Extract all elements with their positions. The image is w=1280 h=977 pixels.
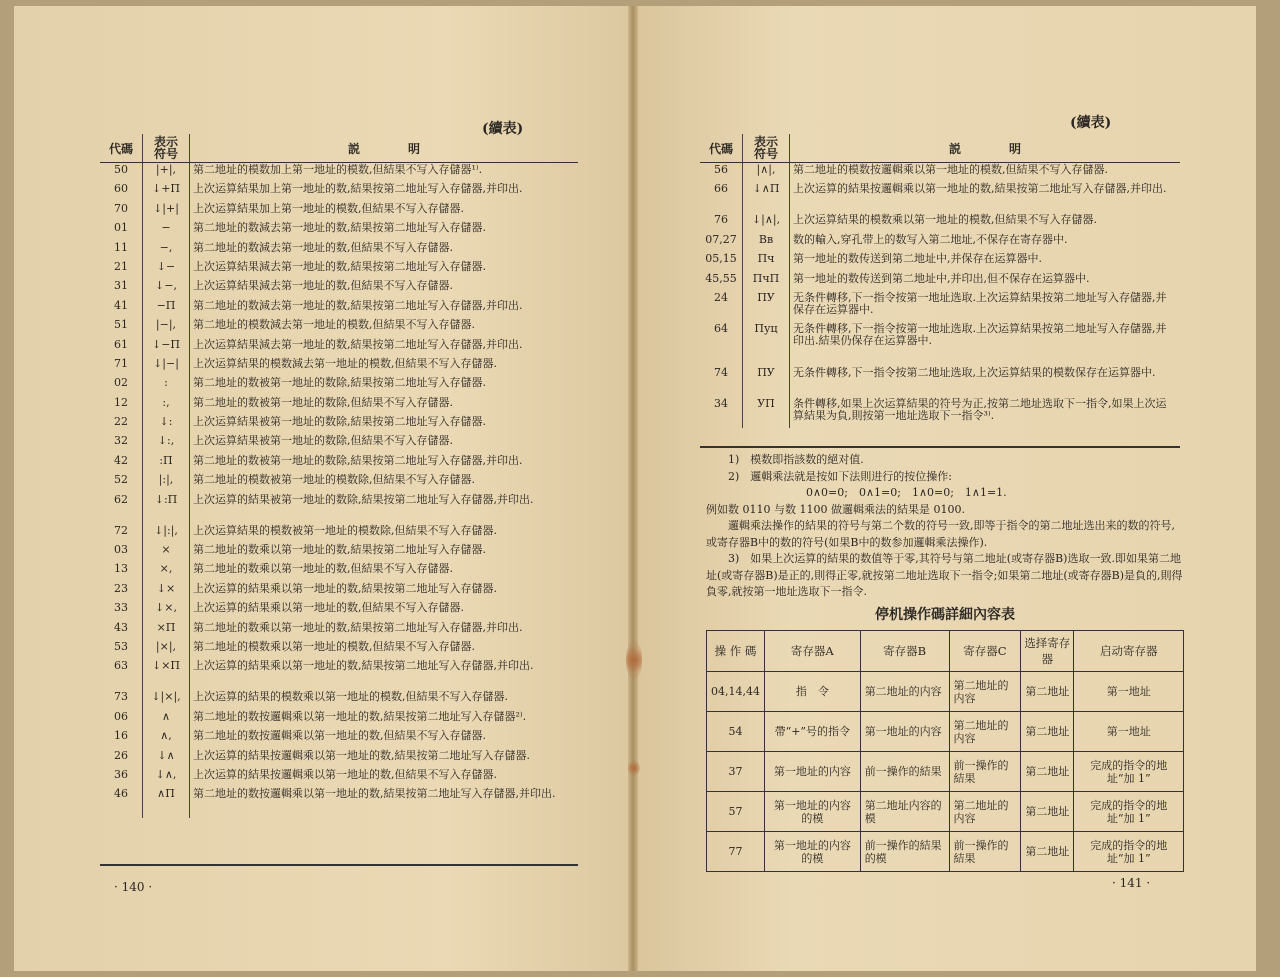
table-header-row [100, 134, 578, 163]
row-description: 第二地址的模数按邏輯乘以第一地址的模数,但結果不写入存儲器. [793, 163, 1108, 176]
halt-opcode-table [706, 630, 1184, 872]
op-header: 启动寄存器 [1074, 631, 1184, 672]
row-symbol: ↓∧П [743, 182, 790, 213]
table-row [700, 213, 1180, 232]
row-symbol: Пч [743, 252, 790, 271]
footnotes [706, 452, 1184, 601]
op-cell: 前一操作的結果 [860, 752, 949, 792]
op-cell: 第二地址的内容 [949, 792, 1021, 832]
op-header: 选择寄存器 [1021, 631, 1074, 672]
row-description: 无条件轉移,下一指令按第一地址选取.上次运算結果按第二地址写入存儲器,并印出.結果仍保存在运算器中. [793, 321, 1167, 347]
row-code: 64 [714, 321, 728, 335]
table-row [100, 710, 578, 729]
table-row [100, 640, 578, 659]
row-code: 41 [114, 298, 128, 312]
row-description: 第一地址的数传送到第二地址中,并印出,但不保存在运算器中. [793, 271, 1090, 285]
row-description: 上次运算的結果被第一地址的数除,結果按第二地址写入存儲器,并印出. [193, 492, 534, 506]
row-symbol: :П [143, 454, 190, 473]
op-header: 操 作 碼 [707, 631, 765, 672]
table-row [100, 524, 578, 543]
row-symbol: ↓×, [143, 601, 190, 620]
book-gutter [628, 6, 638, 971]
table-row [100, 621, 578, 640]
row-description: 第二地址的数減去第一地址的数,結果按第二地址写入存儲器,并印出. [193, 298, 523, 312]
row-description: 数的輸入,穿孔带上的数写入第二地址,不保存在寄存器中. [793, 232, 1068, 246]
row-symbol: − [143, 221, 190, 240]
row-code: 07,27 [705, 232, 737, 246]
table-row [100, 163, 578, 183]
row-symbol: : [143, 376, 190, 395]
row-code: 46 [114, 787, 128, 801]
row-description: 上次运算結果減去第一地址的数,但結果不写入存儲器. [193, 279, 453, 293]
row-code: 72 [114, 523, 128, 537]
row-code: 02 [114, 376, 128, 390]
row-symbol: Пуц [743, 322, 790, 366]
row-symbol: ↓|+| [143, 202, 190, 221]
row-symbol: ↓|−| [143, 357, 190, 376]
row-symbol: ↓−, [143, 279, 190, 298]
row-symbol: УП [743, 397, 790, 428]
row-description: 第二地址的数乘以第一地址的数,結果按第二地址写入存儲器,并印出. [193, 620, 523, 634]
table-row [707, 672, 1184, 712]
right-continued-label: (續表) [1070, 115, 1112, 131]
row-symbol: −П [143, 299, 190, 318]
row-code: 56 [714, 163, 728, 176]
row-description: 上次运算結果被第一地址的数除,結果按第二地址写入存儲器. [193, 415, 486, 429]
table-row [700, 291, 1180, 322]
row-code: 63 [114, 659, 128, 673]
table-row [100, 787, 578, 818]
row-symbol: |∧|, [743, 163, 790, 183]
header-description: 説 明 [790, 134, 1181, 163]
row-code: 62 [114, 492, 128, 506]
table-row [100, 434, 578, 453]
right-page-number: · 141 · [1112, 876, 1151, 890]
op-header: 寄存器A [764, 631, 860, 672]
row-code: 76 [714, 213, 728, 227]
row-description: 上次运算結果減去第一地址的数,結果按第二地址写入存儲器,并印出. [193, 337, 523, 351]
row-code: 71 [114, 356, 128, 370]
op-cell: 54 [707, 712, 765, 752]
footnote-2-detail: 邏輯乘法操作的結果的符号与第二个数的符号一致,即等于指令的第二地址选出来的数的符号,或寄存器B中的数的符号(如果B中的数参加邏輯乘法操作). [706, 519, 1175, 549]
row-symbol: ↓:, [143, 434, 190, 453]
row-code: 52 [114, 473, 128, 487]
table-row [700, 366, 1180, 397]
row-symbol: ↓: [143, 415, 190, 434]
row-code: 42 [114, 453, 128, 467]
row-code: 31 [114, 279, 128, 293]
footnote-1: 1) 模数即指該数的絕对值. [728, 453, 864, 466]
table-row [100, 396, 578, 415]
op-cell: 第二地址 [1021, 792, 1074, 832]
row-description: 上次运算的結果按邏輯乘以第一地址的数,結果按第二地址写入存儲器,并印出. [793, 182, 1167, 196]
table-row [100, 182, 578, 201]
row-code: 11 [114, 240, 128, 254]
op-header: 寄存器B [860, 631, 949, 672]
row-description: 上次运算結果的模数被第一地址的模数除,但結果不写入存儲器. [193, 523, 497, 537]
row-code: 53 [114, 639, 128, 653]
row-description: 上次运算結果加上第一地址的数,結果按第二地址写入存儲器,并印出. [193, 182, 523, 196]
table-row [100, 473, 578, 492]
row-code: 22 [114, 415, 128, 429]
footnote-3: 3) 如果上次运算的結果的数值等于零,其符号与第二地址(或寄存器B)选取一致.即如果第二地址(或寄存器B)是正的,則得正零,就按第二地址选取下一指令;如果第二地址(或寄存器B)是負的,則得負零,就按第一地址选取下一指令. [706, 552, 1183, 598]
table-row [100, 299, 578, 318]
row-code: 74 [714, 365, 728, 379]
row-symbol: Вв [743, 233, 790, 252]
row-description: 第二地址的模数減去第一地址的模数,但結果不写入存儲器. [193, 318, 475, 332]
table-row [100, 221, 578, 240]
table-row [100, 376, 578, 395]
halt-table-title: 停机操作碼詳細內容表 [875, 607, 1015, 623]
header-code: 代碼 [700, 134, 743, 163]
table-header-row [700, 134, 1180, 163]
row-symbol: ↓|∧|, [743, 213, 790, 232]
op-cell: 完成的指令的地址“加 1” [1074, 832, 1184, 872]
row-symbol: ПУ [743, 366, 790, 397]
op-cell: 57 [707, 792, 765, 832]
row-description: 第二地址的数被第一地址的数除,但結果不写入存儲器. [193, 395, 453, 409]
right-instruction-table [700, 134, 1180, 428]
table-row [700, 163, 1180, 183]
row-code: 26 [114, 748, 128, 762]
table-row [100, 241, 578, 260]
op-cell: 前一操作的結果 [949, 752, 1021, 792]
row-symbol: ∧П [143, 787, 190, 818]
row-code: 51 [114, 318, 128, 332]
left-instruction-table [100, 134, 578, 818]
op-cell: 第一地址 [1074, 672, 1184, 712]
row-code: 60 [114, 182, 128, 196]
table-row [700, 233, 1180, 252]
row-description: 上次运算的結果的模数乘以第一地址的模数,但結果不写入存儲器. [193, 690, 508, 704]
table-row [100, 582, 578, 601]
row-code: 43 [114, 620, 128, 634]
row-description: 第二地址的数被第一地址的数除,結果按第二地址写入存儲器. [193, 376, 486, 390]
table-row [707, 832, 1184, 872]
op-cell: 第二地址 [1021, 752, 1074, 792]
table-row [100, 202, 578, 221]
table-row [100, 415, 578, 434]
row-code: 34 [714, 396, 728, 410]
row-description: 条件轉移,如果上次运算結果的符号为正,按第二地址选取下一指令,如果上次运算結果为負,則按第一地址选取下一指令³⁾. [793, 396, 1167, 422]
header-description: 説 明 [190, 134, 579, 163]
table-row [100, 318, 578, 337]
row-code: 70 [114, 201, 128, 215]
row-description: 第二地址的模数加上第一地址的模数,但結果不写入存儲器¹⁾. [193, 163, 483, 176]
row-description: 第二地址的数按邏輯乘以第一地址的数,結果按第二地址写入存儲器,并印出. [193, 787, 556, 801]
table-row [100, 729, 578, 748]
table-row [707, 712, 1184, 752]
header-code: 代碼 [100, 134, 143, 163]
row-description: 无条件轉移,下一指令按第二地址选取,上次运算結果的模数保存在运算器中. [793, 365, 1156, 379]
row-symbol: |:|, [143, 473, 190, 492]
row-symbol: |×|, [143, 640, 190, 659]
row-description: 第二地址的数被第一地址的数除,結果按第二地址写入存儲器,并印出. [193, 453, 523, 467]
table-row [707, 792, 1184, 832]
row-description: 上次运算的結果乘以第一地址的数,但結果不写入存儲器. [193, 601, 464, 615]
row-symbol: ↓− [143, 260, 190, 279]
op-cell: 第一地址的内容 [764, 752, 860, 792]
row-description: 第一地址的数传送到第二地址中,并保存在运算器中. [793, 252, 1042, 266]
op-cell: 完成的指令的地址“加 1” [1074, 792, 1184, 832]
row-code: 06 [114, 709, 128, 723]
row-code: 32 [114, 434, 128, 448]
table-row [700, 252, 1180, 271]
row-symbol: :, [143, 396, 190, 415]
row-code: 66 [714, 182, 728, 196]
stain [628, 760, 640, 776]
row-description: 上次运算結果的模数乘以第一地址的模数,但結果不写入存儲器. [793, 213, 1097, 227]
row-description: 第二地址的数按邏輯乘以第一地址的数,但結果不写入存儲器. [193, 729, 486, 743]
op-cell: 第二地址 [1021, 712, 1074, 752]
table-row [707, 752, 1184, 792]
row-description: 上次运算的結果按邏輯乘以第一地址的数,但結果不写入存儲器. [193, 767, 497, 781]
table-row [100, 768, 578, 787]
header-symbol: 表示 符号 [143, 134, 190, 163]
table-row [100, 454, 578, 473]
row-code: 01 [114, 221, 128, 235]
row-symbol: ↓×П [143, 659, 190, 690]
row-symbol: ↓−П [143, 338, 190, 357]
row-code: 61 [114, 337, 128, 351]
table-row [100, 260, 578, 279]
op-header: 寄存器C [949, 631, 1021, 672]
row-description: 上次运算的結果按邏輯乘以第一地址的数,結果按第二地址写入存儲器. [193, 748, 530, 762]
header-symbol: 表示 符号 [743, 134, 790, 163]
row-symbol: ↓|:|, [143, 524, 190, 543]
op-cell: 04,14,44 [707, 672, 765, 712]
row-code: 45,55 [705, 271, 737, 285]
row-code: 13 [114, 562, 128, 576]
footnote-2-formula: 0∧0=0; 0∧1=0; 1∧0=0; 1∧1=1. [806, 486, 1007, 499]
left-page-number: · 140 · [114, 880, 153, 894]
row-description: 第二地址的模数被第一地址的模数除,但結果不写入存儲器. [193, 473, 475, 487]
op-cell: 完成的指令的地址“加 1” [1074, 752, 1184, 792]
table-row [700, 272, 1180, 291]
row-description: 第二地址的数減去第一地址的数,但結果不写入存儲器. [193, 240, 453, 254]
op-cell: 前一操作的結果的模 [860, 832, 949, 872]
table-row [100, 562, 578, 581]
row-description: 无条件轉移,下一指令按第一地址选取.上次运算結果按第二地址写入存儲器,并保存在运算器中. [793, 290, 1167, 316]
stain [626, 640, 642, 680]
row-code: 36 [114, 767, 128, 781]
op-cell: 第一地址的内容 [860, 712, 949, 752]
row-symbol: ∧ [143, 710, 190, 729]
row-symbol: ×, [143, 562, 190, 581]
row-description: 第二地址的数乘以第一地址的数,結果按第二地址写入存儲器. [193, 543, 486, 557]
op-cell: 帶“+”号的指令 [764, 712, 860, 752]
op-cell: 第一地址 [1074, 712, 1184, 752]
table-row [700, 322, 1180, 366]
table-header-row [707, 631, 1184, 672]
row-description: 上次运算結果減去第一地址的数,結果按第二地址写入存儲器. [193, 259, 486, 273]
row-description: 上次运算的結果乘以第一地址的数,結果按第二地址写入存儲器. [193, 581, 497, 595]
op-cell: 第一地址的内容的模 [764, 832, 860, 872]
op-cell: 第二地址 [1021, 672, 1074, 712]
row-description: 第二地址的数按邏輯乘以第一地址的数,結果按第二地址写入存儲器²⁾. [193, 709, 527, 723]
row-description: 上次运算結果加上第一地址的模数,但結果不写入存儲器. [193, 201, 464, 215]
table-row [700, 397, 1180, 428]
row-symbol: ↓∧ [143, 749, 190, 768]
table-row [100, 749, 578, 768]
row-symbol: ↓:П [143, 493, 190, 524]
table-row [100, 659, 578, 690]
row-code: 05,15 [705, 252, 737, 266]
row-symbol: ↓+П [143, 182, 190, 201]
table-row [100, 690, 578, 709]
row-code: 21 [114, 259, 128, 273]
op-cell: 第二地址内容的模 [860, 792, 949, 832]
row-code: 50 [114, 163, 128, 176]
row-symbol: × [143, 543, 190, 562]
row-symbol: −, [143, 241, 190, 260]
row-symbol: ПУ [743, 291, 790, 322]
table-row [100, 543, 578, 562]
right-table-bottom-rule [700, 446, 1180, 448]
row-symbol: ×П [143, 621, 190, 640]
table-row [100, 601, 578, 620]
row-description: 第二地址的模数乘以第一地址的模数,但結果不写入存儲器. [193, 639, 475, 653]
row-code: 23 [114, 581, 128, 595]
row-code: 73 [114, 690, 128, 704]
table-row [700, 182, 1180, 213]
op-cell: 第二地址的内容 [949, 672, 1021, 712]
row-description: 上次运算結果的模数減去第一地址的模数,但結果不写入存儲器. [193, 356, 497, 370]
row-symbol: |+|, [143, 163, 190, 183]
row-code: 16 [114, 729, 128, 743]
row-code: 12 [114, 395, 128, 409]
row-description: 第二地址的数減去第一地址的数,結果按第二地址写入存儲器. [193, 221, 486, 235]
row-symbol: ↓∧, [143, 768, 190, 787]
op-cell: 第二地址 [1021, 832, 1074, 872]
row-symbol: |−|, [143, 318, 190, 337]
op-cell: 77 [707, 832, 765, 872]
row-symbol: ПчП [743, 272, 790, 291]
op-cell: 指 令 [764, 672, 860, 712]
row-code: 33 [114, 601, 128, 615]
row-symbol: ↓× [143, 582, 190, 601]
row-symbol: ↓|×|, [143, 690, 190, 709]
footnote-2-example: 例如数 0110 与数 1100 做邏輯乘法的結果是 0100. [706, 502, 965, 516]
op-cell: 第一地址的内容的模 [764, 792, 860, 832]
table-row [100, 338, 578, 357]
table-row [100, 357, 578, 376]
row-code: 03 [114, 543, 128, 557]
footnote-2: 2) 邏輯乘法就是按如下法則进行的按位操作: [728, 469, 952, 483]
row-description: 上次运算的結果乘以第一地址的数,結果按第二地址写入存儲器,并印出. [193, 659, 534, 673]
op-cell: 第二地址的内容 [949, 712, 1021, 752]
table-row [100, 279, 578, 298]
op-cell: 前一操作的結果 [949, 832, 1021, 872]
row-symbol: ∧, [143, 729, 190, 748]
left-table-bottom-rule [100, 864, 578, 866]
row-description: 上次运算結果被第一地址的数除,但結果不写入存儲器. [193, 434, 453, 448]
op-cell: 第二地址的内容 [860, 672, 949, 712]
row-code: 24 [714, 290, 728, 304]
table-row [100, 493, 578, 524]
row-description: 第二地址的数乘以第一地址的数,但結果不写入存儲器. [193, 562, 453, 576]
left-continued-label: (續表) [482, 121, 524, 137]
op-cell: 37 [707, 752, 765, 792]
